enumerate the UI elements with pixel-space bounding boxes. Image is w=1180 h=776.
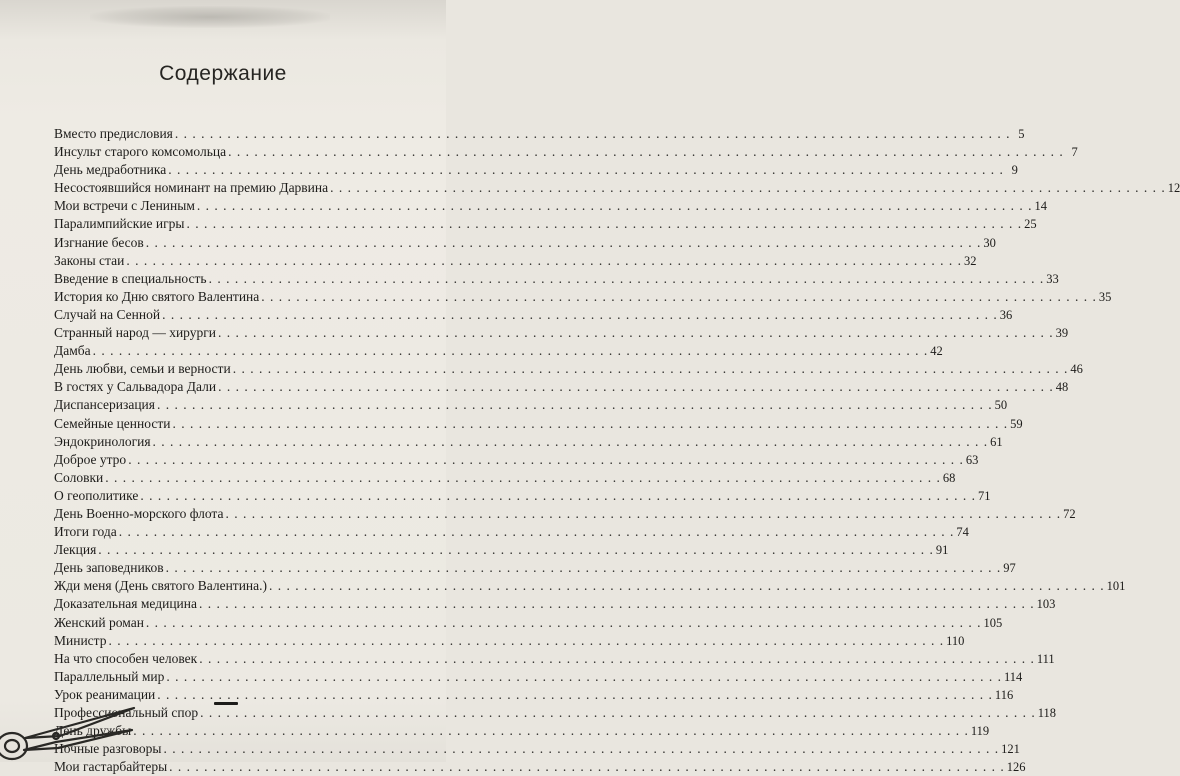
dot-leader xyxy=(153,433,989,451)
toc-entry xyxy=(54,396,1008,414)
toc-entry-title: Итоги года xyxy=(54,524,117,540)
dot-leader xyxy=(233,360,1069,378)
toc-entry-title: Министр xyxy=(54,632,107,648)
dot-leader xyxy=(163,740,999,758)
toc-entry-page-number: 110 xyxy=(946,633,965,648)
toc-entry-page-number: 91 xyxy=(935,543,949,558)
toc-entry-page-number: 97 xyxy=(1003,561,1016,576)
toc-entry-title: Женский роман xyxy=(54,614,144,630)
toc-entry xyxy=(54,270,1059,288)
toc-entry-page-number: 121 xyxy=(1001,742,1020,757)
toc-entry-page-number: 39 xyxy=(1055,326,1069,341)
dot-leader xyxy=(197,197,1033,215)
toc-entry xyxy=(54,433,1003,451)
toc-entry-title: Диспансеризация xyxy=(54,397,155,413)
toc-entry-page-number: 30 xyxy=(983,235,996,250)
dot-leader xyxy=(162,306,998,324)
dot-leader xyxy=(261,288,1097,306)
toc-entry-title: История ко Дню святого Валентина xyxy=(54,288,260,304)
dot-leader xyxy=(166,559,1002,577)
dot-leader xyxy=(105,469,941,487)
toc-entry-title: День дружбы xyxy=(54,723,132,739)
dot-leader xyxy=(108,632,944,650)
dot-leader xyxy=(228,143,1064,161)
toc-entry xyxy=(54,215,1037,233)
toc-entry-title: Семейные ценности xyxy=(54,415,171,431)
toc-entry-title: На что способен человек xyxy=(54,650,198,666)
toc-entry xyxy=(54,523,969,541)
toc-entry-page-number: 7 xyxy=(1071,145,1078,160)
toc-entry xyxy=(54,668,1023,686)
toc-entry-title: День любви, семьи и верности xyxy=(54,361,231,377)
dot-leader xyxy=(172,415,1008,433)
toc-entry-title: О геополитике xyxy=(54,487,139,503)
toc-entry-page-number: 5 xyxy=(1018,127,1025,141)
toc-entry xyxy=(54,360,1083,378)
toc-entry xyxy=(54,614,1003,632)
toc-entry-title: Паралимпийские игры xyxy=(54,216,185,232)
toc-entry xyxy=(54,143,1078,161)
dot-leader xyxy=(166,668,1002,686)
dot-leader xyxy=(330,179,1166,197)
dot-leader xyxy=(169,758,1005,776)
dot-leader xyxy=(157,686,993,704)
toc-entry-title: День Военно-морского флота xyxy=(54,505,224,521)
dot-leader xyxy=(175,125,1011,143)
toc-entry-page-number: 12 xyxy=(1167,181,1180,196)
dot-leader xyxy=(157,396,993,414)
toc-entry xyxy=(54,487,991,505)
toc-entry-page-number: 118 xyxy=(1037,706,1057,720)
toc-entry-title: Доказательная медицина xyxy=(54,596,197,612)
toc-entry xyxy=(54,541,949,559)
table-of-contents xyxy=(54,125,1180,776)
toc-entry-title: Эндокринология xyxy=(54,433,151,449)
toc-entry-page-number: 9 xyxy=(1011,163,1018,178)
toc-entry xyxy=(54,505,1076,523)
toc-entry xyxy=(54,559,1016,577)
toc-entry-page-number: 33 xyxy=(1046,271,1059,286)
toc-entry xyxy=(54,469,956,487)
toc-entry-page-number: 36 xyxy=(999,307,1013,322)
toc-entry xyxy=(54,342,943,360)
toc-entry xyxy=(54,179,1180,197)
dot-leader xyxy=(269,577,1105,595)
toc-entry-page-number: 68 xyxy=(942,470,956,485)
toc-entry-title: Мои гастарбайтеры xyxy=(54,759,168,775)
toc-entry-page-number: 105 xyxy=(983,615,1003,630)
dash-divider xyxy=(214,702,238,705)
toc-entry-page-number: 35 xyxy=(1098,289,1112,304)
dot-leader xyxy=(218,378,1054,396)
toc-entry-title: Лекция xyxy=(54,542,97,558)
toc-entry-title: Доброе утро xyxy=(54,451,127,467)
toc-entry-page-number: 50 xyxy=(994,398,1008,413)
toc-entry-title: Урок реанимации xyxy=(54,686,156,702)
toc-entry-page-number: 61 xyxy=(990,434,1003,449)
toc-entry-page-number: 114 xyxy=(1004,669,1023,684)
toc-entry xyxy=(54,288,1112,306)
dot-leader xyxy=(119,523,955,541)
toc-entry-page-number: 111 xyxy=(1036,651,1055,666)
toc-entry-page-number: 126 xyxy=(1006,760,1026,775)
toc-entry-title: Инсульт старого комсомольца xyxy=(54,144,227,160)
toc-entry-page-number: 59 xyxy=(1010,416,1023,431)
toc-entry xyxy=(54,306,1013,324)
toc-entry-title: Ночные разговоры xyxy=(54,741,162,757)
dot-leader xyxy=(128,451,964,469)
toc-entry xyxy=(54,650,1055,668)
toc-entry xyxy=(54,234,996,252)
toc-entry-title: Жди меня (День святого Валентина.) xyxy=(54,578,268,594)
toc-entry-page-number: 48 xyxy=(1055,380,1069,395)
dot-leader xyxy=(199,595,1035,613)
toc-entry xyxy=(54,451,979,469)
toc-entry xyxy=(54,595,1056,613)
toc-entry xyxy=(54,197,1047,215)
toc-entry-title: Несостоявшийся номинант на премию Дарвина xyxy=(54,180,329,196)
toc-entry-title: Изгнание бесов xyxy=(54,234,144,250)
toc-entry-page-number: 42 xyxy=(930,344,943,359)
dot-leader xyxy=(146,614,982,632)
toc-entry-page-number: 14 xyxy=(1034,199,1047,214)
toc-entry xyxy=(54,378,1069,396)
toc-entry-title: День заповедников xyxy=(54,560,164,576)
dot-leader xyxy=(126,252,962,270)
toc-entry-title: Профессиональный спор xyxy=(54,705,199,720)
dot-leader xyxy=(98,541,934,559)
dot-leader xyxy=(187,215,1023,233)
toc-entry-title: Мои встречи с Лениным xyxy=(54,198,195,214)
toc-entry xyxy=(54,415,1023,433)
dot-leader xyxy=(200,704,1036,722)
toc-entry-title: В гостях у Сальвадора Дали xyxy=(54,379,217,395)
toc-entry xyxy=(54,577,1126,595)
dot-leader xyxy=(218,324,1054,342)
toc-entry-page-number: 116 xyxy=(994,687,1014,702)
toc-entry-title: Соловки xyxy=(54,469,104,485)
toc-entry-page-number: 103 xyxy=(1036,597,1056,612)
toc-entry-title: Странный народ — хирурги xyxy=(54,325,217,341)
toc-entry-title: Введение в специальность xyxy=(54,270,207,286)
toc-entry-page-number: 32 xyxy=(963,253,977,268)
print-bleed-through xyxy=(90,6,330,28)
dot-leader xyxy=(226,505,1062,523)
dot-leader xyxy=(133,722,969,740)
toc-entry xyxy=(54,324,1069,342)
toc-entry xyxy=(54,125,1025,143)
dot-leader xyxy=(168,161,1004,179)
toc-entry-title: День медработника xyxy=(54,162,167,178)
toc-entry-title: Вместо предисловия xyxy=(54,126,173,141)
toc-entry-page-number: 71 xyxy=(977,488,991,503)
toc-entry-title: Дамба xyxy=(54,343,91,359)
toc-entry-page-number: 63 xyxy=(965,452,979,467)
toc-entry xyxy=(54,161,1018,179)
toc-entry xyxy=(54,632,965,650)
toc-entry xyxy=(54,252,977,270)
page-title: Содержание xyxy=(159,62,287,85)
toc-entry-page-number: 119 xyxy=(970,724,990,739)
toc-entry-page-number: 25 xyxy=(1024,217,1037,232)
toc-entry-page-number: 74 xyxy=(956,525,969,540)
dot-leader xyxy=(209,270,1045,288)
toc-entry-title: Случай на Сенной xyxy=(54,306,161,322)
toc-entry-page-number: 72 xyxy=(1063,506,1076,521)
toc-entry-title: Параллельный мир xyxy=(54,668,165,684)
scissors-icon xyxy=(0,700,144,762)
dot-leader xyxy=(199,650,1035,668)
toc-entry-title: Законы стаи xyxy=(54,252,125,268)
toc-entry-page-number: 101 xyxy=(1106,579,1126,594)
dot-leader xyxy=(93,342,929,360)
dot-leader xyxy=(146,234,982,252)
toc-entry-page-number: 46 xyxy=(1070,362,1083,377)
dot-leader xyxy=(140,487,976,505)
